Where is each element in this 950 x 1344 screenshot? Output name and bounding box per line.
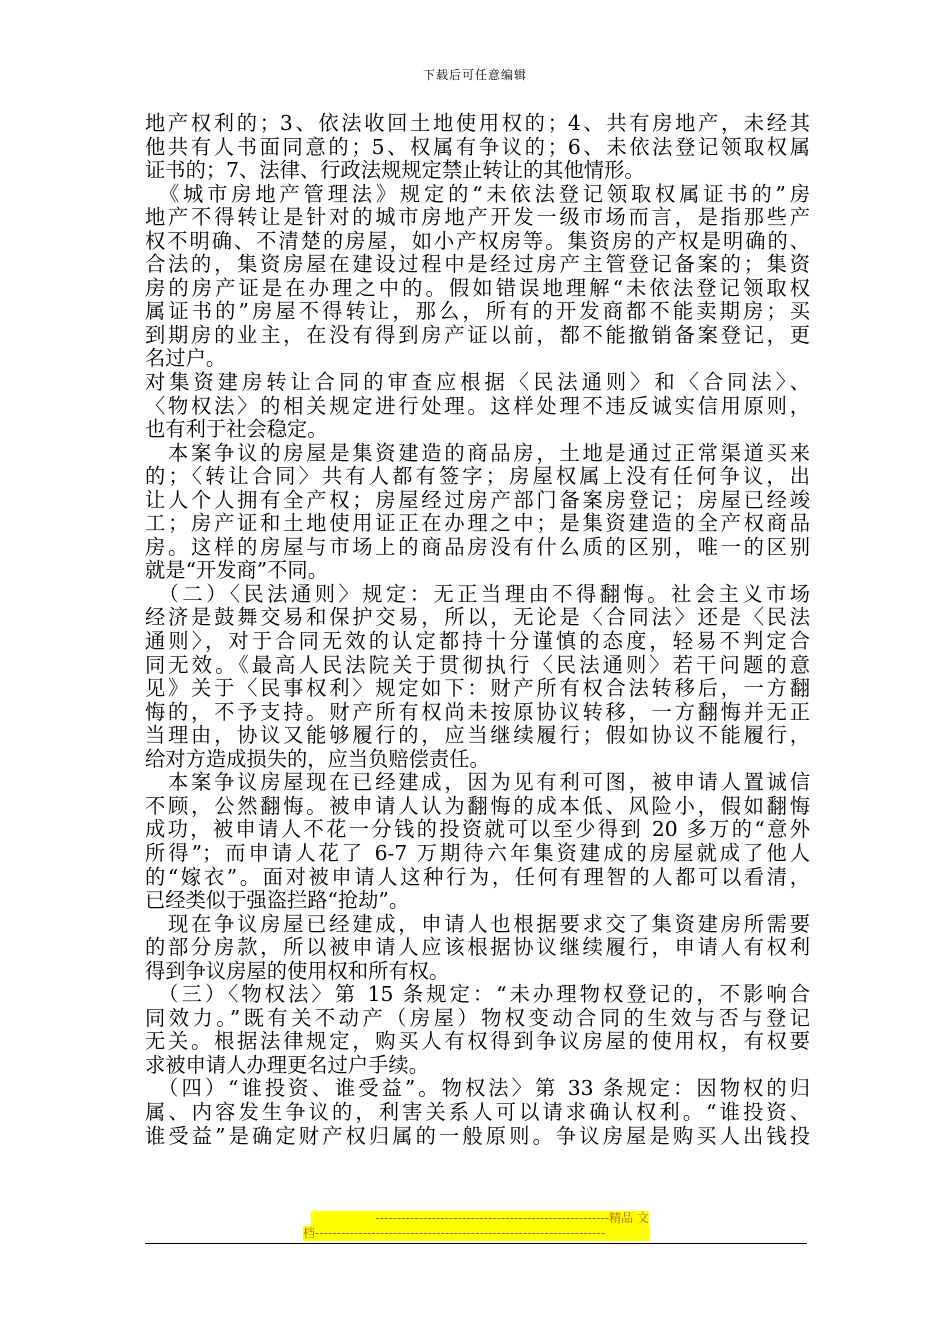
footer-watermark-banner [303,1211,650,1241]
page-header: 下载后可任意编辑 [422,68,527,82]
text-line: 已经类似于强盗拦路“抢劫”。 [145,888,410,913]
text-line: 名过户。 [145,346,227,371]
text-line: 成功，被申请人不花一分钱的投资就可以至少得到 20 多万的“意外 [145,817,810,842]
text-line: 现在争议房屋已经建成，申请人也根据要求交了集资建房所需要 [145,911,810,936]
text-line: 本案争议房屋现在已经建成，因为见有利可图，被申请人置诚信 [145,770,810,795]
text-line: 属、内容发生争议的，利害关系人可以请求确认权利。“谁投资、 [145,1099,810,1124]
text-line: 当理由，协议又能够履行的，应当继续履行；假如协议不能履行， [145,723,810,748]
footer-banner-line-2: 档------------------------------------------------------------------- [303,1226,650,1241]
text-line: 就是“开发商”不同。 [145,558,328,583]
text-line: 权不明确、不清楚的房屋，如小产权房等。集资房的产权是明确的、 [145,228,810,253]
text-line: 同无效。《最高人民法院关于贯彻执行〈民法通则〉若干问题的意 [145,652,810,677]
text-line: 到期房的业主，在没有得到房产证以前，都不能撤销备案登记，更 [145,322,810,347]
text-line: （二）〈民法通则〉规定：无正当理由不得翻悔。社会主义市场 [145,581,810,606]
text-line: 所得”；而申请人花了 6-7 万期待六年集资建成的房屋就成了他人 [145,840,810,865]
text-line: 属证书的”房屋不得转让，那么，所有的开发商都不能卖期房；买 [145,299,810,324]
text-line: 房的房产证是在办理之中的。假如错误地理解“未依法登记领取权 [145,275,810,300]
text-line: 求被申请人办理更名过户手续。 [145,1052,429,1077]
text-line: 合法的，集资房屋在建设过程中是经过房产主管登记备案的；集资 [145,252,810,277]
text-line: 的“嫁衣”。面对被申请人这种行为，任何有理智的人都可以看清， [145,864,810,889]
document-body [145,112,810,1148]
text-line: 他共有人书面同意的；5、权属有争议的；6、未依法登记领取权属 [145,134,810,159]
text-line: 本案争议的房屋是集资建造的商品房，土地是通过正常渠道买来 [145,440,810,465]
text-line: 谁受益”是确定财产权归属的一般原则。争议房屋是购买人出钱投 [145,1123,810,1148]
text-line: 的部分房款，所以被申请人应该根据协议继续履行，申请人有权利 [145,935,810,960]
text-line: 让人个人拥有全产权；房屋经过房产部门备案房登记；房屋已经竣 [145,487,810,512]
text-line: 地产不得转让是针对的城市房地产开发一级市场而言，是指那些产 [145,205,810,230]
text-line: 《城市房地产管理法》规定的“未依法登记领取权属证书的”房 [145,181,810,206]
text-line: 房。这样的房屋与市场上的商品房没有什么质的区别，唯一的区别 [145,534,810,559]
text-line: 的；〈转让合同〉共有人都有签字；房屋权属上没有任何争议，出 [145,464,810,489]
text-line: 同效力。”既有关不动产（房屋）物权变动合同的生效与否与登记 [145,1005,810,1030]
text-line: （四）“谁投资、谁受益”。物权法〉第 33 条规定：因物权的归 [145,1076,810,1101]
footer-rule [145,1243,807,1244]
text-line: 悔的，不予支持。财产所有权尚未按原协议转移，一方翻悔并无正 [145,699,810,724]
text-line: 给对方造成损失的，应当负赔偿责任。 [145,746,490,771]
text-line: 通则〉，对于合同无效的认定都持十分谨慎的态度，轻易不判定合 [145,629,810,654]
text-line: 〈物权法〉的相关规定进行处理。这样处理不违反诚实信用原则， [145,393,810,418]
text-line: （三）〈物权法〉第 15 条规定：“未办理物权登记的，不影响合 [145,982,810,1007]
text-line: 对集资建房转让合同的审查应根据〈民法通则〉和〈合同法〉、 [145,370,810,395]
text-line: 无关。根据法律规定，购买人有权得到争议房屋的使用权，有权要 [145,1029,810,1054]
text-line: 地产权利的；3、依法收回土地使用权的；4、共有房地产，未经其 [145,111,810,135]
text-line: 也有利于社会稳定。 [145,417,328,442]
text-line: 不顾，公然翻悔。被申请人认为翻悔的成本低、风险小，假如翻悔 [145,793,810,818]
text-line: 证书的；7、法律、行政法规规定禁止转让的其他情形。 [145,158,645,183]
text-line: 得到争议房屋的使用权和所有权。 [145,958,450,983]
text-line: 见》关于〈民事权利〉规定如下：财产所有权合法转移后，一方翻 [145,676,810,701]
footer-banner-line-1: ------------------------------------------------------精品 文 [311,1211,649,1226]
text-line: 工；房产证和土地使用证正在办理之中；是集资建造的全产权商品 [145,511,810,536]
text-line: 经济是鼓舞交易和保护交易，所以，无论是〈合同法〉还是〈民法 [145,605,810,630]
